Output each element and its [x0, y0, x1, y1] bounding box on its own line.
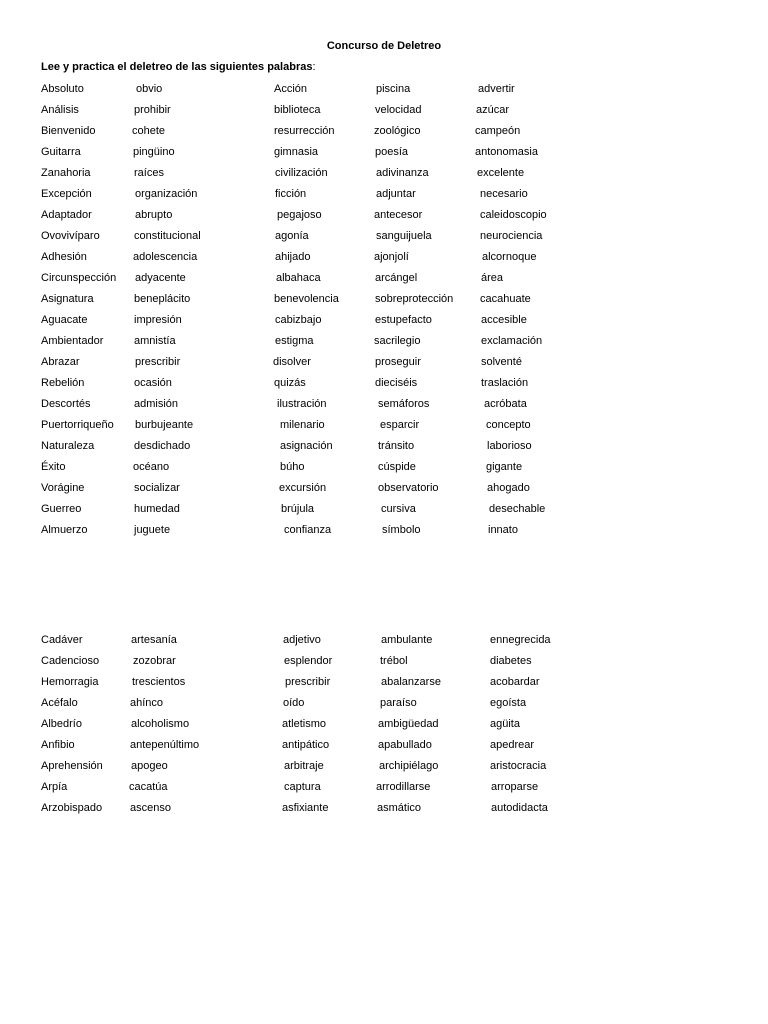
word-row — [0, 695, 768, 711]
word-cell: Almuerzo — [41, 524, 88, 536]
word-cell: pingüino — [133, 146, 175, 158]
word-cell: organización — [135, 188, 198, 200]
word-row — [0, 522, 768, 538]
word-cell: amnistía — [134, 335, 176, 347]
word-cell: antecesor — [374, 209, 423, 221]
word-cell: Ambientador — [41, 335, 104, 347]
word-cell: burbujeante — [135, 419, 194, 431]
word-row — [0, 737, 768, 753]
word-cell: zozobrar — [133, 655, 176, 667]
word-row — [0, 312, 768, 328]
word-cell: acobardar — [490, 676, 540, 688]
word-cell: antepenúltimo — [130, 739, 200, 751]
word-cell: Aguacate — [41, 314, 88, 326]
word-cell: excursión — [279, 482, 327, 494]
word-row — [0, 459, 768, 475]
word-row — [0, 417, 768, 433]
word-cell: solventé — [481, 356, 522, 368]
word-cell: artesanía — [131, 634, 177, 646]
word-cell: sacrilegio — [374, 335, 421, 347]
word-cell: azúcar — [476, 104, 510, 116]
word-cell: exclamación — [481, 335, 543, 347]
word-row — [0, 480, 768, 496]
word-cell: prohibir — [134, 104, 171, 116]
word-cell: Bienvenido — [41, 125, 96, 137]
word-cell: tránsito — [378, 440, 415, 452]
word-row — [0, 758, 768, 774]
word-cell: dieciséis — [375, 377, 418, 389]
instruction-colon: : — [312, 61, 316, 73]
word-cell: paraíso — [380, 697, 417, 709]
word-cell: apedrear — [490, 739, 535, 751]
word-cell: Éxito — [41, 461, 66, 473]
word-cell: oído — [283, 697, 305, 709]
word-cell: autodidacta — [491, 802, 548, 814]
word-cell: civilización — [275, 167, 328, 179]
word-row — [0, 207, 768, 223]
word-cell: caleidoscopio — [480, 209, 547, 221]
word-cell: excelente — [477, 167, 525, 179]
word-row — [0, 228, 768, 244]
word-cell: ilustración — [277, 398, 327, 410]
word-cell: egoísta — [490, 697, 527, 709]
word-row — [0, 144, 768, 160]
word-cell: Vorágine — [41, 482, 85, 494]
word-cell: Análisis — [41, 104, 79, 116]
word-cell: alcornoque — [482, 251, 537, 263]
word-cell: adjetivo — [283, 634, 321, 646]
word-cell: milenario — [280, 419, 325, 431]
word-cell: ahijado — [275, 251, 311, 263]
word-cell: Cadencioso — [41, 655, 100, 667]
word-cell: cúspide — [378, 461, 416, 473]
word-cell: advertir — [478, 83, 515, 95]
word-cell: antipático — [282, 739, 330, 751]
word-cell: prescribir — [285, 676, 331, 688]
word-cell: confianza — [284, 524, 332, 536]
word-cell: pegajoso — [277, 209, 322, 221]
word-cell: laborioso — [487, 440, 532, 452]
word-row — [0, 800, 768, 816]
word-row — [0, 396, 768, 412]
word-row — [0, 291, 768, 307]
word-cell: apogeo — [131, 760, 168, 772]
word-cell: traslación — [481, 377, 529, 389]
word-cell: atletismo — [282, 718, 327, 730]
word-cell: Descortés — [41, 398, 91, 410]
word-cell: necesario — [480, 188, 528, 200]
word-cell: concepto — [486, 419, 531, 431]
word-cell: beneplácito — [134, 293, 191, 305]
word-cell: ajonjolí — [374, 251, 409, 263]
word-cell: Guerreo — [41, 503, 82, 515]
word-cell: brújula — [281, 503, 315, 515]
word-cell: símbolo — [382, 524, 421, 536]
word-cell: esplendor — [284, 655, 333, 667]
word-cell: Cadáver — [41, 634, 83, 646]
word-cell: ahínco — [130, 697, 164, 709]
word-cell: resurrección — [274, 125, 335, 137]
word-row — [0, 501, 768, 517]
word-cell: raíces — [134, 167, 164, 179]
word-cell: zoológico — [374, 125, 421, 137]
word-cell: Anfibio — [41, 739, 75, 751]
word-row — [0, 716, 768, 732]
word-cell: acróbata — [484, 398, 527, 410]
word-cell: Asignatura — [41, 293, 94, 305]
word-cell: gimnasia — [274, 146, 319, 158]
word-cell: agüita — [490, 718, 520, 730]
instruction-line — [41, 61, 316, 73]
word-cell: cacahuate — [480, 293, 531, 305]
word-cell: cacatúa — [129, 781, 168, 793]
word-cell: desdichado — [134, 440, 191, 452]
word-cell: adjuntar — [376, 188, 416, 200]
word-cell: abrupto — [135, 209, 173, 221]
word-cell: Circunspección — [41, 272, 117, 284]
word-cell: velocidad — [375, 104, 422, 116]
word-cell: accesible — [481, 314, 527, 326]
word-cell: arbitraje — [284, 760, 324, 772]
word-cell: apabullado — [378, 739, 432, 751]
word-cell: cabizbajo — [275, 314, 322, 326]
word-cell: sobreprotección — [375, 293, 454, 305]
word-cell: biblioteca — [274, 104, 321, 116]
word-row — [0, 375, 768, 391]
word-row — [0, 270, 768, 286]
word-cell: impresión — [134, 314, 182, 326]
word-row — [0, 354, 768, 370]
word-cell: constitucional — [134, 230, 201, 242]
word-cell: gigante — [486, 461, 523, 473]
word-cell: Absoluto — [41, 83, 84, 95]
word-cell: asmático — [377, 802, 422, 814]
word-cell: Zanahoria — [41, 167, 91, 179]
word-row — [0, 123, 768, 139]
word-cell: desechable — [489, 503, 546, 515]
word-cell: estigma — [275, 335, 314, 347]
word-cell: Acéfalo — [41, 697, 78, 709]
instruction-text: Lee y practica el deletreo de las siguientes palabras — [41, 61, 313, 73]
word-cell: admisión — [134, 398, 179, 410]
word-cell: quizás — [274, 377, 306, 389]
word-row — [0, 632, 768, 648]
word-cell: archipiélago — [379, 760, 439, 772]
word-cell: arcángel — [375, 272, 418, 284]
word-cell: albahaca — [276, 272, 321, 284]
word-cell: ennegrecida — [490, 634, 551, 646]
word-cell: trescientos — [132, 676, 186, 688]
word-row — [0, 249, 768, 265]
word-cell: campeón — [475, 125, 521, 137]
word-cell: ambulante — [381, 634, 433, 646]
word-cell: adivinanza — [376, 167, 429, 179]
word-cell: Arzobispado — [41, 802, 103, 814]
word-cell: trébol — [380, 655, 408, 667]
word-cell: disolver — [273, 356, 311, 368]
word-cell: humedad — [134, 503, 180, 515]
word-cell: Aprehensión — [41, 760, 103, 772]
word-cell: obvio — [136, 83, 163, 95]
word-cell: Adhesión — [41, 251, 87, 263]
word-cell: océano — [133, 461, 170, 473]
word-cell: búho — [280, 461, 305, 473]
word-cell: innato — [488, 524, 518, 536]
word-cell: Ovovivíparo — [41, 230, 100, 242]
word-cell: poesía — [375, 146, 409, 158]
word-cell: adolescencia — [133, 251, 198, 263]
word-cell: captura — [284, 781, 321, 793]
word-cell: agonía — [275, 230, 309, 242]
word-cell: Guitarra — [41, 146, 81, 158]
word-cell: Rebelión — [41, 377, 85, 389]
word-cell: neurociencia — [480, 230, 543, 242]
word-row — [0, 653, 768, 669]
word-cell: prescribir — [135, 356, 181, 368]
word-cell: estupefacto — [375, 314, 432, 326]
document-title: Concurso de Deletreo — [326, 40, 442, 52]
word-row — [0, 102, 768, 118]
word-cell: abalanzarse — [381, 676, 441, 688]
word-cell: sanguijuela — [376, 230, 432, 242]
word-cell: diabetes — [490, 655, 532, 667]
word-row — [0, 165, 768, 181]
word-cell: ascenso — [130, 802, 171, 814]
word-cell: asignación — [280, 440, 333, 452]
word-cell: Excepción — [41, 188, 92, 200]
word-row — [0, 438, 768, 454]
word-cell: benevolencia — [274, 293, 339, 305]
word-cell: proseguir — [375, 356, 421, 368]
word-cell: aristocracia — [490, 760, 547, 772]
word-row — [0, 674, 768, 690]
word-cell: observatorio — [378, 482, 439, 494]
word-cell: cohete — [132, 125, 166, 137]
word-cell: Hemorragia — [41, 676, 99, 688]
word-row — [0, 81, 768, 97]
word-cell: ocasión — [134, 377, 172, 389]
word-cell: Abrazar — [41, 356, 80, 368]
word-cell: piscina — [376, 83, 411, 95]
word-cell: Naturaleza — [41, 440, 95, 452]
word-cell: antonomasia — [475, 146, 538, 158]
word-cell: área — [481, 272, 504, 284]
word-cell: socializar — [134, 482, 180, 494]
word-cell: Acción — [274, 83, 308, 95]
word-cell: cursiva — [381, 503, 416, 515]
word-cell: alcoholismo — [131, 718, 190, 730]
word-row — [0, 186, 768, 202]
word-cell: Adaptador — [41, 209, 92, 221]
word-cell: esparcir — [380, 419, 420, 431]
word-cell: arrodillarse — [376, 781, 431, 793]
word-cell: semáforos — [378, 398, 430, 410]
word-cell: ambigüedad — [378, 718, 439, 730]
word-cell: asfixiante — [282, 802, 329, 814]
word-cell: ficción — [275, 188, 307, 200]
word-cell: Albedrío — [41, 718, 82, 730]
word-cell: arroparse — [491, 781, 539, 793]
word-row — [0, 779, 768, 795]
word-cell: ahogado — [487, 482, 530, 494]
word-cell: adyacente — [135, 272, 186, 284]
word-row — [0, 333, 768, 349]
word-cell: Puertorriqueño — [41, 419, 114, 431]
word-cell: Arpía — [41, 781, 68, 793]
word-cell: juguete — [134, 524, 171, 536]
